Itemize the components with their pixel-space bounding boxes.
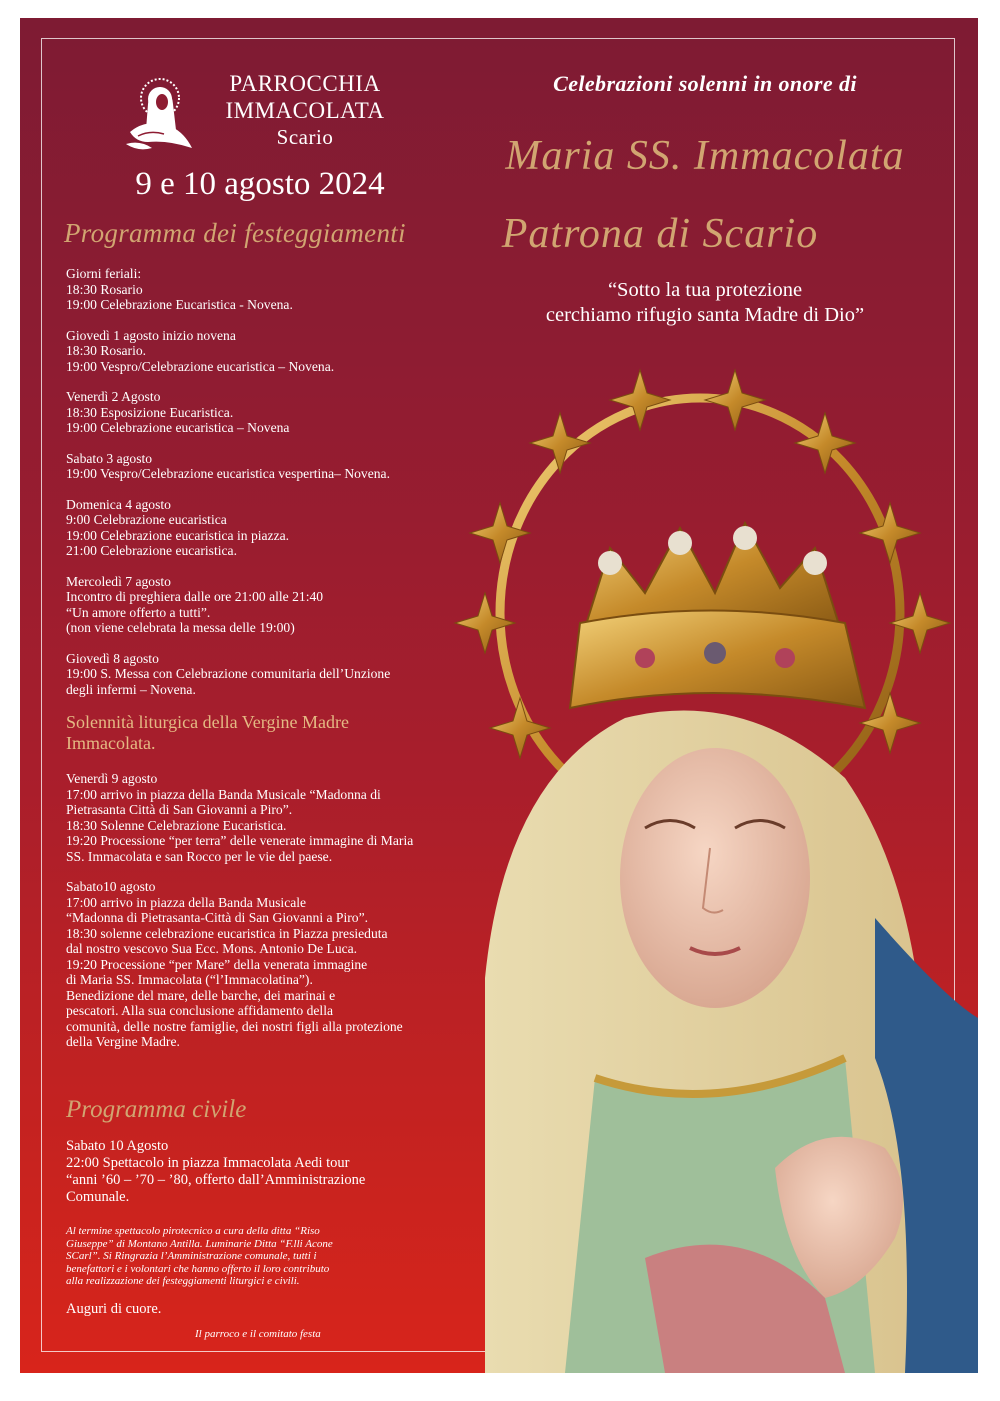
program-line: Venerdì 9 agosto: [66, 771, 158, 786]
program-line: della Vergine Madre.: [66, 1034, 180, 1049]
program-line: 18:30 solenne celebrazione eucaristica in Piazza presieduta: [66, 925, 388, 941]
credits-line: alla realizzazione dei festeggiamenti liturgici e civili.: [66, 1275, 300, 1287]
parish-line-2: IMMACOLATA: [225, 98, 385, 123]
credits-line: Al termine spettacolo pirotecnico a cura della ditta “Riso: [66, 1225, 320, 1237]
program-line: 17:00 arrivo in piazza della Banda Musicale “Madonna di: [66, 786, 381, 802]
program-line: 18:30 Esposizione Eucaristica.: [66, 404, 234, 420]
program-line: Sabato10 agosto: [66, 879, 156, 894]
program-line: degli infermi – Novena.: [66, 681, 196, 697]
program-line: Domenica 4 agosto: [66, 496, 171, 512]
program-line: 19:00 Celebrazione Eucaristica - Novena.: [66, 297, 293, 312]
quote-line: cerchiamo rifugio santa Madre di Dio”: [545, 304, 865, 326]
program-line: Pietrasanta Città di San Giovanni a Piro”.: [66, 802, 293, 817]
program-line: comunità, delle nostre famiglie, dei nostri figli alla protezione: [66, 1018, 403, 1034]
celebration-heading: Celebrazioni solenni in onore di: [553, 71, 857, 96]
program-line: “Madonna di Pietrasanta-Città di San Giovanni a Piro”.: [66, 910, 369, 925]
civil-line: “anni ’60 – ’70 – ’80, offerto dall’Amministrazione: [66, 1172, 366, 1188]
program-line: 18:30 Solenne Celebrazione Eucaristica.: [66, 817, 287, 833]
title-maria: Maria SS. Immacolata: [505, 133, 905, 179]
poster: [20, 18, 978, 1373]
parish-name: [210, 70, 400, 151]
civil-program: [66, 1138, 466, 1206]
program-line: Sabato 3 agosto: [66, 450, 153, 466]
program-line: Giovedì 1 agosto inizio novena: [66, 327, 236, 343]
program-line: Giovedì 8 agosto: [66, 650, 159, 666]
civil-line: Sabato 10 Agosto: [66, 1138, 169, 1154]
title-patrona: Patrona di Scario: [501, 211, 819, 257]
crown: [570, 523, 865, 708]
halo-star: [530, 413, 590, 473]
civil-line: Comunale.: [66, 1189, 130, 1205]
program-line: SS. Immacolata e san Rocco per le vie del paese.: [66, 848, 333, 864]
program-line: Venerdì 2 Agosto: [66, 389, 161, 404]
event-dates: 9 e 10 agosto 2024: [135, 166, 385, 202]
civil-program-title: Programma civile: [66, 1096, 247, 1123]
halo-star: [705, 370, 765, 430]
program-line: 17:00 arrivo in piazza della Banda Musicale: [66, 894, 307, 910]
program-line: Incontro di preghiera dalle ore 21:00 alle 21:40: [66, 589, 324, 604]
program-line: dal nostro vescovo Sua Ecc. Mons. Antonio De Luca.: [66, 941, 358, 956]
parish-town: Scario: [276, 125, 334, 149]
program-line: (non viene celebrata la messa delle 19:00): [66, 620, 295, 635]
credits-line: benefattori e i volontari che hanno offerto il loro contributo: [66, 1262, 330, 1275]
program-line: 19:00 Celebrazione eucaristica – Novena: [66, 420, 290, 435]
program-line: 19:00 Vespro/Celebrazione eucaristica vespertina– Novena.: [66, 466, 390, 481]
program-line: Benedizione del mare, delle barche, dei marinai e: [66, 987, 336, 1003]
program-line: 19:20 Processione “per Mare” della venerata immagine: [66, 956, 368, 972]
face: [620, 748, 810, 1008]
madonna-statue-image: [445, 358, 978, 1373]
program-line: “Un amore offerto a tutti”.: [66, 604, 211, 620]
program-line: Giorni feriali:: [66, 266, 142, 281]
program-block: [66, 266, 516, 313]
halo-star: [860, 693, 920, 753]
civil-line: 22:00 Spettacolo in piazza Immacolata Aedi tour: [66, 1155, 350, 1171]
program-line: pescatori. Alla sua conclusione affidamento della: [66, 1003, 334, 1018]
program-line: 9:00 Celebrazione eucaristica: [66, 512, 227, 527]
solemnity-line: Immacolata.: [66, 733, 156, 753]
quote-line: “Sotto la tua protezione: [607, 279, 803, 301]
credits-line: SCarl”. Si Ringrazia l’Amministrazione comunale, tutti i: [66, 1250, 317, 1262]
parish-logo-icon: [118, 70, 198, 156]
credits-note: [66, 1225, 426, 1288]
program-line: di Maria SS. Immacolata (“l’Immacolatina”).: [66, 972, 313, 987]
program-line: 19:00 Celebrazione eucaristica in piazza.: [66, 527, 290, 543]
program-line: 18:30 Rosario: [66, 281, 143, 297]
credits-line: Giuseppe” di Montano Antilla. Luminarie Ditta “F.lli Acone: [66, 1237, 333, 1250]
solemnity-line: Solennità liturgica della Vergine Madre: [66, 712, 349, 732]
program-line: 21:00 Celebrazione eucaristica.: [66, 543, 237, 558]
prayer-quote: [460, 278, 950, 328]
halo-star: [860, 503, 920, 563]
program-line: Mercoledì 7 agosto: [66, 573, 171, 589]
parish-line-1: PARROCCHIA: [229, 71, 381, 96]
program-title: Programma dei festeggiamenti: [64, 218, 406, 248]
greeting: Auguri di cuore.: [66, 1301, 162, 1317]
program-line: 19:00 Vespro/Celebrazione eucaristica – Novena.: [66, 358, 335, 374]
program-line: 19:00 S. Messa con Celebrazione comunitaria dell’Unzione: [66, 666, 391, 681]
program-line: 19:20 Processione “per terra” delle venerate immagine di Maria: [66, 833, 414, 848]
signoff: Il parroco e il comitato festa: [195, 1328, 321, 1340]
program-line: 18:30 Rosario.: [66, 343, 147, 358]
